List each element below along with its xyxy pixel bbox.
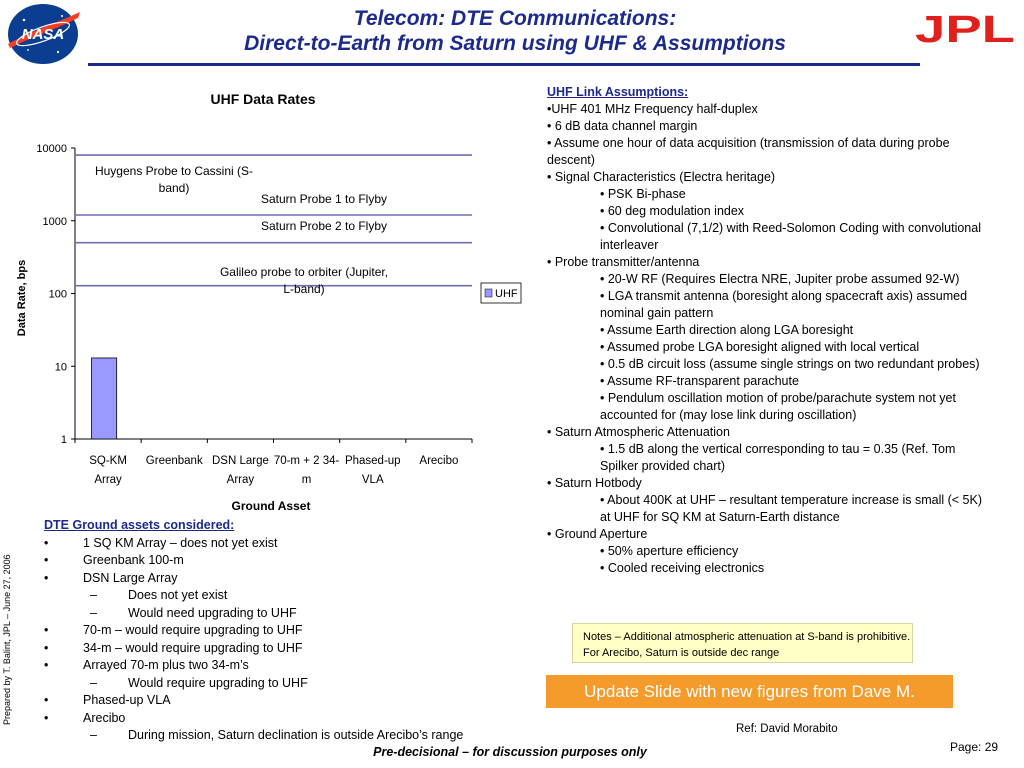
assumption-subitem: • 50% aperture efficiency	[600, 544, 739, 558]
reference-line-label: Saturn Probe 2 to Flyby	[260, 219, 388, 233]
legend-swatch-uhf	[485, 289, 492, 297]
dte-item	[44, 622, 544, 640]
assumption-item: • Assume one hour of data acquisition (transmission of data during probe descent)	[547, 136, 950, 167]
list-marker: –	[90, 605, 97, 620]
assumption-subitem: • Assumed probe LGA boresight aligned with local vertical	[600, 340, 920, 354]
assumption-item: • Saturn Atmospheric Attenuation	[547, 425, 730, 439]
list-marker: •	[44, 553, 49, 567]
x-axis-label: Ground Asset	[231, 499, 311, 513]
list-item-text: During mission, Saturn declination is outside Arecibo’s range	[128, 728, 464, 742]
x-tick-label: Phased-up	[344, 455, 401, 467]
assumption-subitem: • 0.5 dB circuit loss (assume single strings on two redundant probes)	[600, 357, 980, 371]
assumption-subitem: • 1.5 dB along the vertical corresponding to tau = 0.35 (Ref. Tom Spilker provided chart)	[600, 442, 956, 473]
chart-legend	[481, 283, 521, 303]
list-item-text: Would need upgrading to UHF	[128, 605, 297, 620]
list-marker: •	[44, 640, 49, 655]
reference-line-label: Galileo probe to orbiter (Jupiter,	[219, 265, 389, 279]
list-marker: –	[90, 675, 97, 690]
list-marker: •	[44, 570, 49, 585]
x-tick-label: 70-m + 2 34-	[273, 455, 340, 467]
y-axis-label: Data Rate, bps	[16, 259, 28, 337]
dte-subitem	[44, 675, 544, 693]
dte-subitem	[44, 587, 544, 605]
assumption-subitem: • Convolutional (7,1/2) with Reed-Solomon Coding with convolutional interleaver	[600, 221, 981, 252]
y-tick-label: 100	[48, 288, 67, 301]
assumption-subitem: • 20-W RF (Requires Electra NRE, Jupiter probe assumed 92-W)	[600, 272, 960, 286]
assumption-subitem: • Cooled receiving electronics	[600, 561, 765, 575]
list-item-text: 70-m – would require upgrading to UHF	[83, 623, 303, 637]
prepared-by-text: Prepared by T. Balint, JPL – June 27, 2006	[2, 554, 12, 725]
x-tick-label: Greenbank	[145, 455, 203, 467]
list-marker: •	[44, 535, 49, 550]
list-item-text: DSN Large Array	[83, 570, 178, 585]
assumptions-heading: UHF Link Assumptions:	[547, 85, 689, 99]
update-banner: Update Slide with new figures from Dave M.	[546, 675, 953, 708]
list-marker: •	[44, 658, 49, 672]
dte-list	[44, 535, 544, 745]
dte-subitem	[44, 605, 544, 623]
assumption-subitem: • LGA transmit antenna (boresight along spacecraft axis) assumed nominal gain pattern	[600, 289, 968, 320]
list-item-text: Arrayed 70-m plus two 34-m’s	[83, 658, 249, 672]
dte-subitem	[44, 727, 544, 745]
page-number: Page: 29	[950, 740, 999, 754]
assumption-subitem: • Assume Earth direction along LGA boresight	[600, 323, 854, 337]
x-tick-label: Array	[94, 474, 122, 486]
list-item-text: Would require upgrading to UHF	[128, 675, 308, 690]
assumptions-list	[547, 101, 992, 577]
footer-disclaimer: Pre-decisional – for discussion purposes only	[373, 745, 647, 759]
page-title-line2: Direct-to-Earth from Saturn using UHF & Assumptions	[244, 32, 786, 55]
y-tick-label: 10	[54, 361, 67, 374]
list-item-text: Arecibo	[83, 710, 126, 725]
reference-line-label: Huygens Probe to Cassini (S-	[94, 164, 254, 178]
dte-item	[44, 535, 544, 553]
list-marker: •	[44, 710, 49, 725]
header-divider	[88, 63, 920, 66]
x-tick-label: Arecibo	[419, 455, 459, 467]
assumption-subitem: • PSK Bi-phase	[600, 187, 686, 201]
assumption-item: • Ground Aperture	[547, 527, 648, 541]
uhf-data-rates-chart	[0, 80, 535, 520]
assumption-item: • 6 dB data channel margin	[547, 119, 698, 133]
assumption-subitem: • Pendulum oscillation motion of probe/parachute system not yet accounted for (may lose link during oscillation)	[600, 391, 956, 422]
ref-text: Ref: David Morabito	[736, 723, 838, 735]
assumption-subitem: • About 400K at UHF – resultant temperature increase is small (< 5K) at UHF for SQ KM at Saturn-Earth distance	[600, 493, 982, 524]
dte-item	[44, 552, 544, 570]
dte-item	[44, 657, 544, 675]
reference-line-label: band)	[158, 181, 190, 195]
page-title-line1: Telecom: DTE Communications:	[353, 7, 677, 30]
dte-item	[44, 710, 544, 728]
bar-uhf	[92, 358, 117, 439]
list-item-text: Phased-up VLA	[83, 693, 171, 707]
nasa-logo	[4, 2, 82, 66]
y-tick-label: 1	[60, 434, 67, 446]
assumption-item: • Signal Characteristics (Electra heritage)	[547, 170, 776, 184]
dte-ground-assets	[44, 517, 544, 745]
dte-item	[44, 570, 544, 588]
assumption-item: •UHF 401 MHz Frequency half-duplex	[547, 102, 758, 116]
list-marker: •	[44, 693, 49, 707]
dte-item	[44, 640, 544, 658]
page-title	[120, 6, 910, 56]
list-marker: •	[44, 623, 49, 637]
notes-box: Notes – Additional atmospheric attenuation at S-band is prohibitive. For Arecibo, Saturn is outside dec range	[572, 623, 913, 663]
nasa-logo-text: NASA	[21, 26, 65, 43]
y-tick-label: 1000	[42, 215, 67, 228]
chart-title: UHF Data Rates	[210, 91, 316, 107]
y-tick-label: 10000	[36, 143, 67, 155]
x-tick-label: SQ-KM	[89, 455, 127, 467]
x-tick-label: Array	[226, 474, 255, 486]
jpl-logo-text: JPL	[915, 9, 1015, 48]
plot-area	[36, 143, 472, 486]
assumption-item: • Probe transmitter/antenna	[547, 255, 700, 269]
reference-line-label: Saturn Probe 1 to Flyby	[260, 192, 388, 206]
assumption-subitem: • Assume RF-transparent parachute	[600, 374, 799, 388]
list-item-text: 1 SQ KM Array – does not yet exist	[83, 535, 278, 550]
dte-heading: DTE Ground assets considered:	[44, 518, 235, 532]
x-tick-label: VLA	[361, 474, 384, 486]
list-item-text: 34-m – would require upgrading to UHF	[83, 640, 303, 655]
list-item-text: Does not yet exist	[128, 588, 228, 602]
legend-label-uhf: UHF	[495, 288, 518, 300]
jpl-logo	[912, 8, 1018, 48]
reference-line-label: L-band)	[283, 282, 325, 296]
list-marker: –	[90, 588, 97, 602]
x-tick-label: m	[301, 474, 312, 486]
dte-item	[44, 692, 544, 710]
x-tick-label: DSN Large	[211, 455, 269, 467]
assumption-item: • Saturn Hotbody	[547, 476, 642, 490]
list-item-text: Greenbank 100-m	[83, 553, 184, 567]
assumption-subitem: • 60 deg modulation index	[600, 204, 745, 218]
list-marker: –	[90, 728, 97, 742]
uhf-link-assumptions	[547, 84, 992, 577]
